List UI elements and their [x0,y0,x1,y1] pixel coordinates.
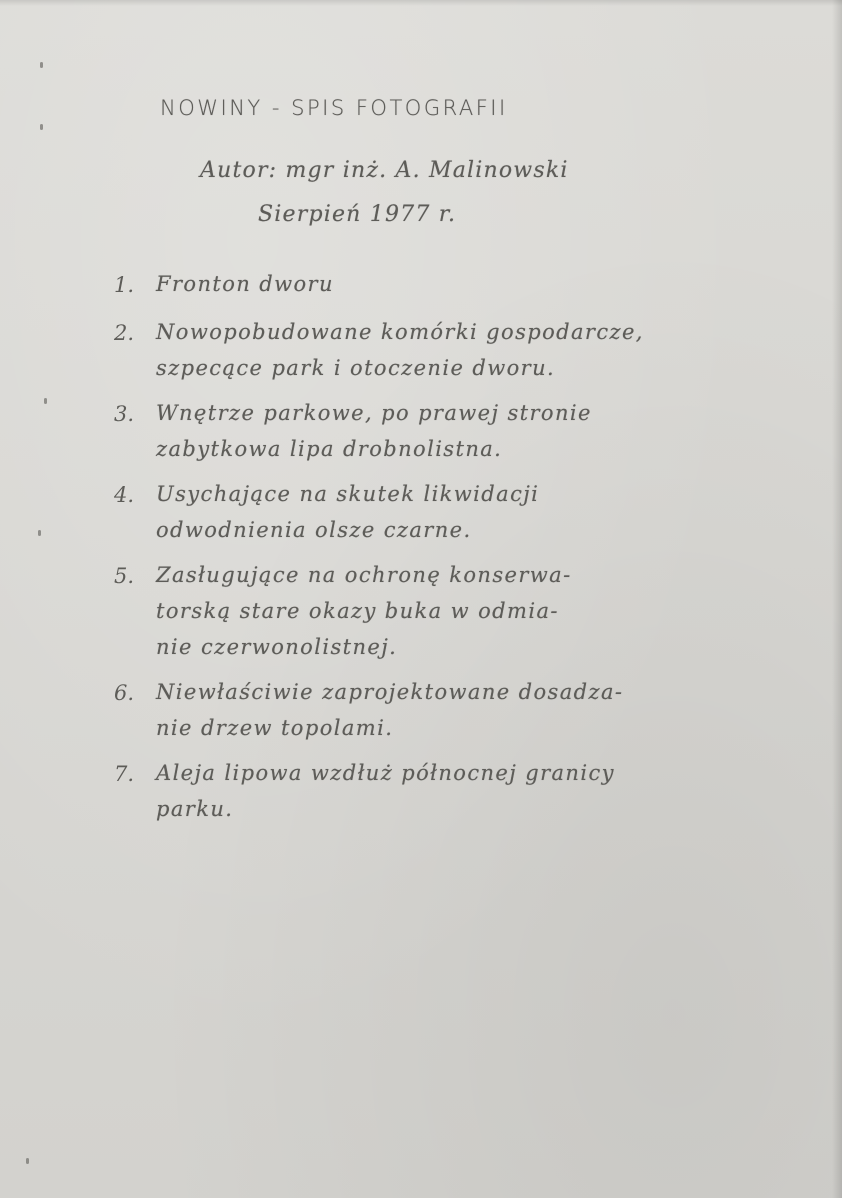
item-line: nie czerwonolistnej. [156,635,398,659]
punch-mark [38,530,41,536]
item-line: nie drzew topolami. [156,716,394,740]
item-line: Niewłaściwie zaprojektowane dosadza- [156,680,624,704]
item-line: odwodnienia olsze czarne. [156,518,472,542]
item-line: Zasługujące na ochronę konserwa- [156,563,572,587]
list-item [114,674,764,746]
punch-mark [40,124,43,130]
item-number: 4. [114,483,135,507]
item-number: 1. [114,273,135,297]
item-number: 6. [114,681,135,705]
item-text [156,395,764,467]
list-item [114,266,764,305]
item-text [156,266,764,305]
page-top-shadow [0,0,842,6]
punch-mark [44,398,47,404]
page-right-shadow [832,0,842,1198]
item-line: zabytkowa lipa drobnolistna. [156,437,503,461]
item-line: Usychające na skutek likwidacji [156,482,540,506]
document-author: Autor: mgr inż. A. Malinowski [200,158,569,183]
photo-list [114,266,764,836]
list-item [114,314,764,386]
list-item [114,395,764,467]
item-number: 3. [114,402,135,426]
item-line: Aleja lipowa wzdłuż północnej granicy [156,761,615,785]
item-text [156,755,764,827]
item-number: 7. [114,762,135,786]
item-number: 2. [114,321,135,345]
item-text [156,314,764,386]
punch-mark [40,62,43,68]
item-line: Fronton dworu [156,272,334,296]
punch-mark [26,1158,29,1164]
list-item [114,755,764,827]
item-line: Wnętrze parkowe, po prawej stronie [156,401,592,425]
item-text [156,674,764,746]
item-line: Nowopobudowane komórki gospodarcze, [156,320,644,344]
item-text [156,476,764,548]
item-line: torską stare okazy buka w odmia- [156,599,559,623]
item-text [156,557,764,665]
item-line: szpecące park i otoczenie dworu. [156,356,556,380]
item-number: 5. [114,564,135,588]
document-title: NOWINY - SPIS FOTOGRAFII [160,96,508,120]
document-date: Sierpień 1977 r. [258,202,457,227]
list-item [114,557,764,665]
item-line: parku. [156,797,234,821]
list-item [114,476,764,548]
